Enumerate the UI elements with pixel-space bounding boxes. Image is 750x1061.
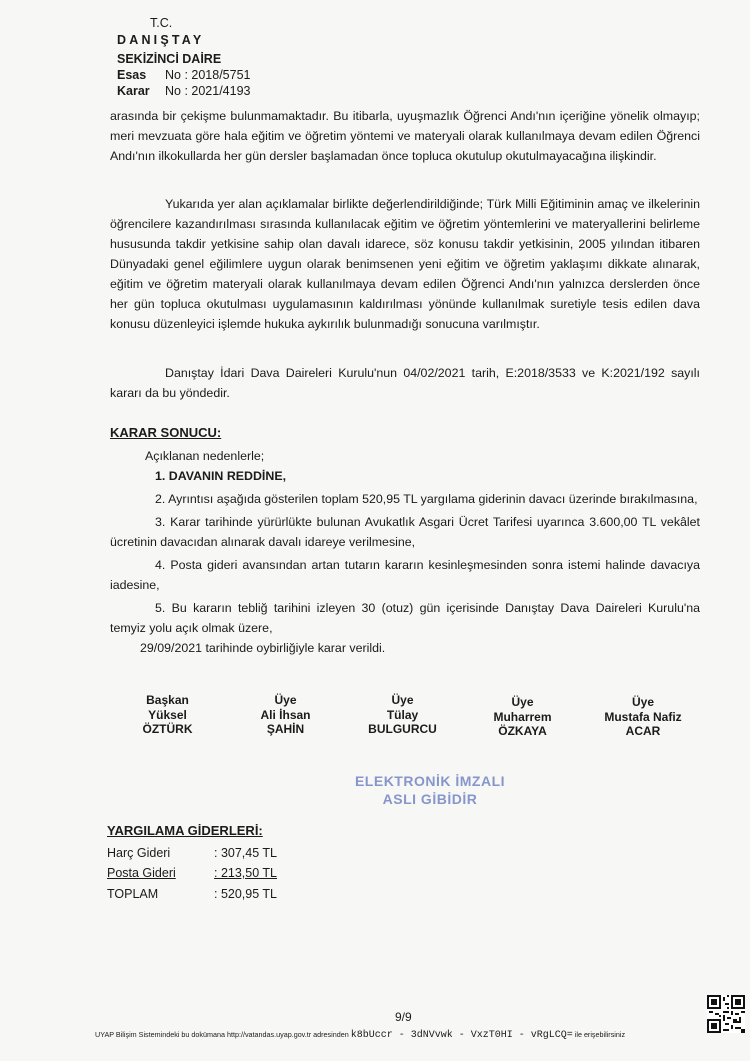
paragraph-2: Yukarıda yer alan açıklamalar birlikte değerlendirildiğinde; Türk Milli Eğitiminin amaç ve ilkelerinin öğrencilere kazandırılması sırasında kullanılacak eğitim ve öğretim yöntemlerini ve materyallerini belirleme hususunda takdir yetkisine sahip olan davalı idarece, söz konusu takdir yetkisinin, 2005 yılından itibaren Dünyadaki genel eğilimlere uygun olarak benimsenen yeni eğitim ve öğretim yaklaşımı dikkate alınarak, eğitim ve öğretim materyali olarak kullanılmaya devam edilen Öğrenci Andı'nın yalnızca derslerden önce her gün topluca okutulması uygulamasının kaldırılması yönünde kullanılmak suretiyle tesis edilen dava konusu düzenleyici işlemde hukuka aykırılık bulunmadığı sonucuna varılmıştır. (110, 197, 700, 331)
cost-value: : 520,95 TL (214, 887, 278, 901)
signatory-member-1 (238, 693, 333, 737)
signatory-title: Başkan (146, 693, 189, 707)
signatory-last-name: ÖZKAYA (498, 724, 547, 738)
cost-row (107, 866, 277, 880)
signatory-first-name: Ali İhsan (260, 707, 311, 722)
chamber-name: SEKİZİNCİ DAİRE (117, 52, 222, 66)
header-tc: T.C. (150, 16, 173, 30)
footer-access-code: k8bUccr - 3dNVvwk - VxzT0HI - vRgLCQ= (350, 1030, 573, 1041)
qr-code-icon (707, 995, 745, 1033)
signatory-last-name: ŞAHİN (266, 722, 305, 736)
stamp-line-1: ELEKTRONİK İMZALI (354, 773, 506, 789)
cost-name: TOPLAM (107, 887, 159, 901)
esas-value: No : 2018/5751 (165, 68, 251, 82)
karar-item-4: 4. Posta gideri avansından artan tutarın kararın kesinleşmesinden sonra istemi halinde davacıya iadesine, (110, 558, 700, 592)
karar-intro: Açıklanan nedenlerle; (145, 449, 265, 463)
signatory-member-4 (588, 695, 698, 739)
signatory-president (120, 693, 215, 737)
karar-item-1: 1. DAVANIN REDDİNE, (155, 469, 287, 483)
stamp-line-2: ASLI GİBİDİR (382, 791, 478, 807)
karar-number (117, 84, 251, 99)
esas-label: Esas (117, 68, 147, 82)
karar-list (110, 446, 700, 658)
esas-number (117, 68, 251, 83)
signatory-last-name: BULGURCU (368, 722, 437, 736)
signatory-first-name: Muharrem (493, 709, 552, 724)
body-paragraph-1 (110, 106, 700, 166)
footer-note (95, 1030, 625, 1041)
signatory-title: Üye (511, 695, 534, 709)
paragraph-3: Danıştay İdari Dava Daireleri Kurulu'nun 04/02/2021 tarih, E:2018/3533 ve K:2021/192 sayılı kararı da bu yöndedir. (110, 366, 700, 400)
footer-suffix: ile erişebilirsiniz (574, 1030, 626, 1039)
karar-item-3: 3. Karar tarihinde yürürlükte bulunan Avukatlık Asgari Ücret Tarifesi uyarınca 3.600,00 TL vekâlet ücretinin davacıdan alınarak davalı idareye verilmesine, (110, 515, 700, 549)
signatory-member-2 (355, 693, 450, 737)
signatory-title: Üye (274, 693, 297, 707)
signatory-last-name: ÖZTÜRK (142, 722, 193, 736)
body-paragraph-3 (110, 363, 700, 403)
signatory-title: Üye (631, 695, 654, 709)
signatory-member-3 (475, 695, 570, 739)
footer-prefix: UYAP Bilişim Sistemindeki bu dokümana http://vatandas.uyap.gov.tr adresinden (95, 1030, 349, 1039)
signatory-first-name: Yüksel (148, 707, 187, 722)
karar-value: No : 2021/4193 (165, 84, 251, 98)
karar-item-5: 5. Bu kararın tebliğ tarihini izleyen 30 (otuz) gün içerisinde Danıştay Dava Daireleri Kurulu'na temyiz yolu açık olmak üzere, (110, 601, 700, 635)
karar-closing: 29/09/2021 tarihinde oybirliğiyle karar verildi. (140, 641, 386, 655)
page-number: 9/9 (395, 1010, 412, 1024)
cost-row-total (107, 887, 277, 901)
paragraph-1: arasında bir çekişme bulunmamaktadır. Bu itibarla, uyuşmazlık Öğrenci Andı'nın içeriğine yönelik olmayıp; meri mevzuata göre hala eğitim ve öğretim yöntemi ve materyali olarak kullanılmaya devam edilen Öğrenci Andı'nın ilkokullarda her gün dersler başlamadan önce topluca okutulup okutulmayacağına ilişkindir. (110, 109, 700, 163)
cost-row (107, 846, 277, 860)
cost-name: Posta Gideri (107, 866, 176, 880)
costs-title: YARGILAMA GİDERLERİ: (107, 823, 263, 838)
signatory-last-name: ACAR (625, 724, 661, 738)
body-paragraph-2 (110, 194, 700, 334)
cost-value: : 307,45 TL (214, 846, 278, 860)
karar-item-2: 2. Ayrıntısı aşağıda gösterilen toplam 520,95 TL yargılama giderinin davacı üzerinde bırakılmasına, (155, 492, 698, 506)
karar-label: Karar (117, 84, 150, 98)
signatory-title: Üye (391, 693, 414, 707)
cost-value: : 213,50 TL (214, 866, 278, 880)
cost-name: Harç Gideri (107, 846, 171, 860)
court-name: DANIŞTAY (117, 33, 205, 47)
signatory-first-name: Tülay (386, 707, 419, 722)
electronic-signature-stamp (340, 772, 520, 808)
karar-heading: KARAR SONUCU: (110, 425, 222, 440)
signatory-first-name: Mustafa Nafiz (604, 709, 682, 724)
